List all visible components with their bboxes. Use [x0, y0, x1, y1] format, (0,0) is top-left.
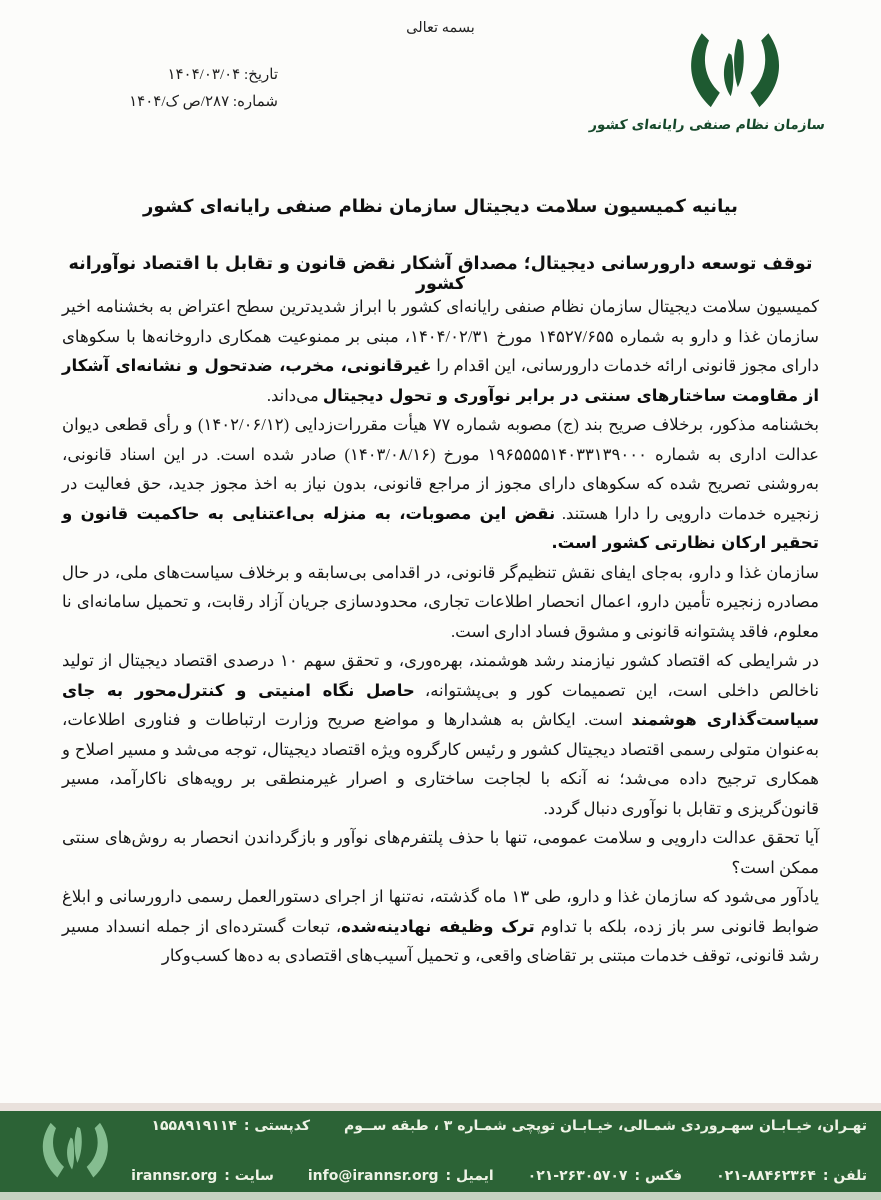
letter-number-line: [88, 89, 278, 116]
email-value: info@irannsr.org: [307, 1168, 439, 1184]
number-value: ۲۸۷/ص ک/۱۴۰۴: [129, 94, 230, 110]
org-logo-name: سازمان نظام صنفی رایانه‌ای کشور: [588, 117, 826, 133]
email-label: ایمیل :: [445, 1168, 494, 1184]
org-logo: [588, 32, 826, 133]
paragraph-segment: ، تبعات گسترده‌ای از جمله انسداد مسیر رشد قانونی، توقف خدمات مبتنی بر تقاضای واقعی، و تحمیل آسیب‌های اقتصادی به ده‌ها کسب‌وکار: [62, 916, 819, 965]
footer-bar: [0, 1111, 881, 1192]
site-label: سایت :: [224, 1168, 274, 1184]
date-value: ۱۴۰۴/۰۳/۰۴: [167, 67, 241, 83]
statement-title: بیانیه کمیسیون سلامت دیجیتال سازمان نظام صنفی رایانه‌ای کشور: [143, 196, 738, 217]
number-label: شماره:: [232, 94, 278, 110]
statement-subtitle: توقف توسعه دارورسانی دیجیتال؛ مصداق آشکار نقض قانون و تقابل با اقتصاد نوآورانه کشور: [68, 254, 813, 294]
paragraph-segment: است. ایکاش به هشدارها و مواضع صریح وزارت ارتباطات و فناوری اطلاعات، به‌عنوان متولی رسمی اقتصاد دیجیتال کشور و رئیس کارگروه ویژه اقتصاد دیجیتال، توجه می‌شد و مسیر اصلاح و همکاری ترجیح داده می‌شد؛ نه آنکه با لجاجت ساختاری و اصرار غیرمنطقی بر رویه‌های ناکارآمد، مسیر قانون‌گریزی و تقابل با نوآوری دنبال گردد.: [62, 710, 819, 818]
footer-website: [131, 1168, 274, 1184]
footer-address: تهـران، خیـابـان سهـروردی شمـالی، خیـابـان توپچی شمـاره ۳ ، طبقه ســوم: [344, 1118, 867, 1134]
paragraph: [62, 882, 819, 971]
fax-value: ۰۲۱-۲۶۳۰۵۷۰۷: [527, 1168, 628, 1184]
paragraph: [62, 292, 819, 410]
footer-postal: [151, 1118, 310, 1134]
footer-email: [308, 1168, 494, 1184]
paragraph-segment: در شرایطی که اقتصاد کشور نیازمند رشد هوشمند، بهره‌وری، و تحقق سهم ۱۰ درصدی اقتصاد دیجیتال از تولید ناخالص داخلی است، این تصمیمات کور و بی‌پشتوانه،: [62, 651, 819, 700]
bismillah-text: بسمه تعالی: [406, 20, 475, 36]
postal-value: ۱۵۵۸۹۱۹۱۱۴: [151, 1118, 237, 1134]
body-paragraphs: [62, 292, 819, 971]
footer-contacts-row: [132, 1168, 867, 1184]
paragraph-bold-segment: حاصل نگاه امنیتی و کنترل‌محور به جای سیاست‌گذاری هوشمند: [62, 680, 819, 729]
footer-logo-tulip-icon: [36, 1122, 116, 1181]
scan-bottom-edge: [0, 1192, 881, 1200]
paragraph-segment: سازمان غذا و دارو، به‌جای ایفای نقش تنظیم‌گر قانونی، در اقدامی بی‌سابقه و برخلاف سیاست‌های ملی، در حال مصادره زنجیره تأمین دارو، اعمال انحصار اطلاعات تجاری، محدودسازی جریان آزاد رقابت، و تحمیل سامانه‌ای نا معلوم، فاقد پشتوانه قانونی و مشوق فساد اداری است.: [62, 562, 819, 641]
footer-contact-info: [132, 1118, 867, 1184]
paragraph: [62, 823, 819, 882]
paragraph-segment: کمیسیون سلامت دیجیتال سازمان نظام صنفی رایانه‌ای کشور با ابراز شدیدترین سطح اعتراض به بخشنامه اخیر سازمان غذا و دارو به شماره ۱۴۵۲۷/۶۵۵ مورخ ۱۴۰۴/۰۲/۳۱، مبنی بر ممنوعیت همکاری داروخانه‌ها با سکوهای دارای مجوز قانونی ارائه خدمات دارورسانی، این اقدام را: [62, 297, 819, 375]
paragraph-bold-segment: نقض این مصوبات، به منزله بی‌اعتنایی به حاکمیت قانون و تحقیر ارکان نظارتی کشور است.: [62, 503, 819, 552]
paragraph-bold-segment: ترک وظیفه نهادینه‌شده: [341, 916, 535, 936]
phone-value: ۰۲۱-۸۸۴۶۲۳۶۴: [716, 1168, 816, 1184]
footer-phone: [716, 1168, 867, 1184]
footer-fax: [528, 1168, 682, 1184]
paragraph-segment: بخشنامه مذکور، برخلاف صریح بند (ج) مصوبه شماره ۷۷ هیأت مقررات‌زدایی (۱۴۰۲/۰۶/۱۲) و رأی قطعی دیوان عدالت اداری به شماره ۱۹۶۵۵۵۵۱۴۰۳۳۱۳۹۰۰۰ مورخ (۱۴۰۳/۰۸/۱۶) صادر شده است. در این اسناد قانونی، به‌روشنی تصریح شده که سکوهای دارای مجوز از مراجع قانونی، بدون نیاز به اخذ مجوز جدید، حق فعالیت در زنجیره خدمات دارویی را دارا هستند.: [62, 415, 820, 523]
postal-label: کدپستی :: [243, 1118, 310, 1134]
org-logo-tulip-icon: [682, 32, 790, 112]
paragraph: [62, 558, 819, 647]
site-value: irannsr.org: [131, 1168, 218, 1184]
letter-meta: [88, 62, 278, 116]
paragraph-bold-segment: غیرقانونی، مخرب، ضدتحول و نشانه‌ای آشکار از مقاومت ساختارهای سنتی در برابر نوآوری و تحول دیجیتال: [62, 356, 819, 405]
paragraph-segment: می‌داند.: [266, 385, 323, 405]
paragraph: [62, 410, 819, 558]
paragraph: [62, 646, 819, 823]
paragraph-segment: یادآور می‌شود که سازمان غذا و دارو، طی ۱۳ ماه گذشته، نه‌تنها از اجرای دستورالعمل رسمی دارورسانی و ابلاغ ضوابط قانونی سر باز زده، بلکه با تداوم: [62, 887, 819, 936]
fax-label: فکس :: [634, 1168, 683, 1184]
date-label: تاریخ:: [243, 67, 278, 83]
scan-shadow-line: [0, 1103, 881, 1111]
paragraph-segment: آیا تحقق عدالت دارویی و سلامت عمومی، تنها با حذف پلتفرم‌های نوآور و بازگرداندن انحصار به روش‌های سنتی ممکن است؟: [62, 828, 819, 877]
letter-date-line: [88, 62, 278, 89]
footer-address-row: [132, 1118, 867, 1134]
phone-label: تلفن :: [822, 1168, 867, 1184]
